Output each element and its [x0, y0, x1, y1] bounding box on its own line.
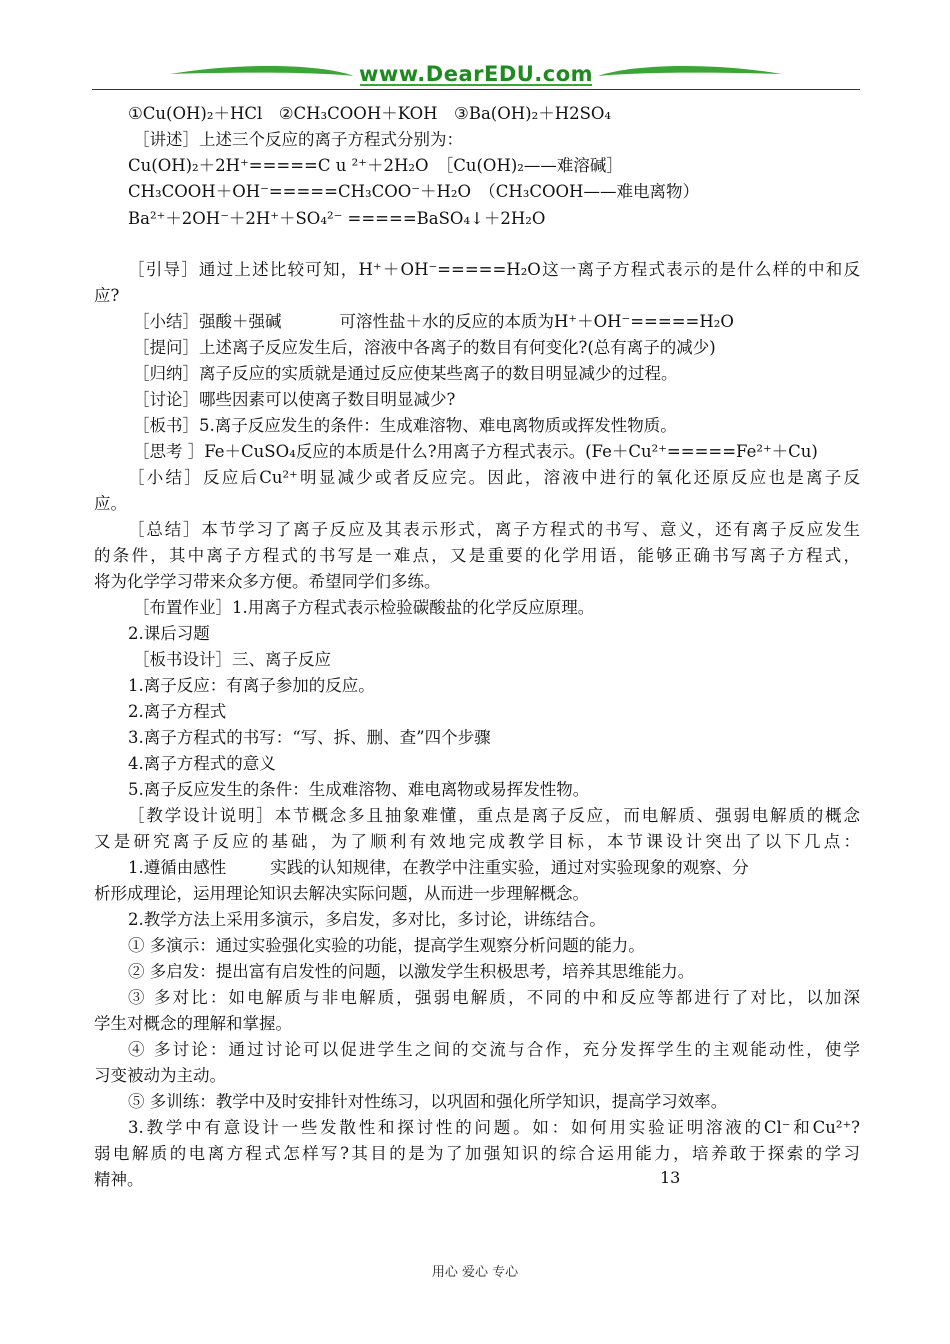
text-line: 4.离子方程式的意义 [128, 754, 276, 773]
text-line: ［布置作业］1.用离子方程式表示检验碳酸盐的化学反应原理。 [133, 598, 595, 617]
text-line: 弱电解质的电离方程式怎样写?其目的是为了加强知识的综合运用能力，培养敢于探索的学习 [94, 1144, 860, 1163]
text-line: 又是研究离子反应的基础，为了顺利有效地完成教学目标，本节课设计突出了以下几点： [94, 832, 860, 851]
text-line: 学生对概念的理解和掌握。 [94, 1014, 292, 1033]
text-line: ［教学设计说明］本节概念多且抽象难懂，重点是离子反应，而电解质、强弱电解质的概念 [128, 806, 860, 825]
text-line: ［总结］本节学习了离子反应及其表示形式，离子方程式的书写、意义，还有离子反应发生 [128, 520, 860, 539]
text-line: 应。 [94, 494, 127, 513]
text-line: ［讲述］上述三个反应的离子方程式分别为： [133, 130, 463, 149]
text-line: ① 多演示：通过实验强化实验的功能，提高学生观察分析问题的能力。 [128, 936, 645, 955]
text-line: 析形成理论，运用理论知识去解决实际问题，从而进一步理解概念。 [94, 884, 589, 903]
text-line: 5.离子反应发生的条件：生成难溶物、难电离物或易挥发性物。 [128, 780, 590, 799]
text-line: ④ 多讨论：通过讨论可以促进学生之间的交流与合作，充分发挥学生的主观能动性，使学 [128, 1040, 860, 1059]
text-line: 的条件，其中离子方程式的书写是一难点，又是重要的化学用语，能够正确书写离子方程式， [94, 546, 860, 565]
equation-line: Cu(OH)₂＋2H⁺=====C u ²⁺＋2H₂O ［Cu(OH)₂——难溶碱］ [128, 156, 623, 175]
page-number: 13 [660, 1168, 681, 1187]
header-rule [92, 89, 860, 90]
text-line: ② 多启发：提出富有启发性的问题，以激发学生积极思考，培养其思维能力。 [128, 962, 695, 981]
text-line: 2.课后习题 [128, 624, 210, 643]
text-line: ［板书］5.离子反应发生的条件：生成难溶物、难电离物质或挥发性物质。 [133, 416, 677, 435]
text-line: ［讨论］哪些因素可以使离子数目明显减少? [133, 390, 456, 409]
site-header [92, 58, 860, 92]
text-line: ③ 多对比：如电解质与非电解质，强弱电解质，不同的中和反应等都进行了对比，以加深 [128, 988, 860, 1007]
text-line: 3.教学中有意设计一些发散性和探讨性的问题。如：如何用实验证明溶液的Cl⁻和Cu²⁺? [128, 1118, 860, 1137]
text-line: 精神。 [94, 1170, 144, 1189]
equation-line: CH₃COOH＋OH⁻=====CH₃COO⁻＋H₂O （CH₃COOH——难电离物） [128, 182, 699, 201]
summary-label: ［小结］强酸＋强碱 [133, 312, 282, 331]
text-line: ［引导］通过上述比较可知，H⁺＋OH⁻=====H₂O这一离子方程式表示的是什么样的中和反 [128, 260, 860, 279]
reaction-list: ①Cu(OH)₂＋HCl ②CH₃COOH＋KOH ③Ba(OH)₂＋H2SO₄ [128, 104, 612, 123]
page-footer: 用心 爱心 专心 [431, 1265, 519, 1280]
text-line: 习变被动为主动。 [94, 1066, 226, 1085]
text-line: ⑤ 多训练：教学中及时安排针对性练习，以巩固和强化所学知识，提高学习效率。 [128, 1092, 728, 1111]
design-point-label: 1.遵循由感性 [128, 858, 227, 877]
text-line: ［提问］上述离子反应发生后，溶液中各离子的数目有何变化?(总有离子的减少) [133, 338, 716, 357]
design-point-line [128, 856, 749, 880]
text-line: 2.教学方法上采用多演示，多启发，多对比，多讨论，讲练结合。 [128, 910, 606, 929]
text-line: 3.离子方程式的书写：“写、拆、删、查”四个步骤 [128, 728, 491, 747]
equation-line: Ba²⁺＋2OH⁻＋2H⁺＋SO₄²⁻ =====BaSO₄↓＋2H₂O [128, 209, 546, 228]
text-line: 应? [94, 286, 120, 305]
design-point-text: 实践的认知规律，在教学中注重实验，通过对实验现象的观察、分 [270, 858, 749, 877]
summary-text: 可溶性盐＋水的反应的本质为H⁺＋OH⁻=====H₂O [339, 312, 734, 331]
text-line: ［板书设计］三、离子反应 [133, 650, 331, 669]
text-line: ［思考 ］Fe＋CuSO₄反应的本质是什么?用离子方程式表示。(Fe＋Cu²⁺=====Fe²⁺＋Cu) [133, 442, 818, 461]
summary-line [133, 310, 734, 334]
text-line: ［归纳］离子反应的实质就是通过反应使某些离子的数目明显减少的过程。 [133, 364, 678, 383]
text-line: 2.离子方程式 [128, 702, 227, 721]
text-line: ［小结］反应后Cu²⁺明显减少或者反应完。因此，溶液中进行的氧化还原反应也是离子反 [128, 468, 860, 487]
text-line: 将为化学学习带来众多方便。希望同学们多练。 [94, 572, 441, 591]
text-line: 1.离子反应：有离子参加的反应。 [128, 676, 375, 695]
site-logo-text[interactable]: www.DearEDU.com [358, 62, 594, 86]
